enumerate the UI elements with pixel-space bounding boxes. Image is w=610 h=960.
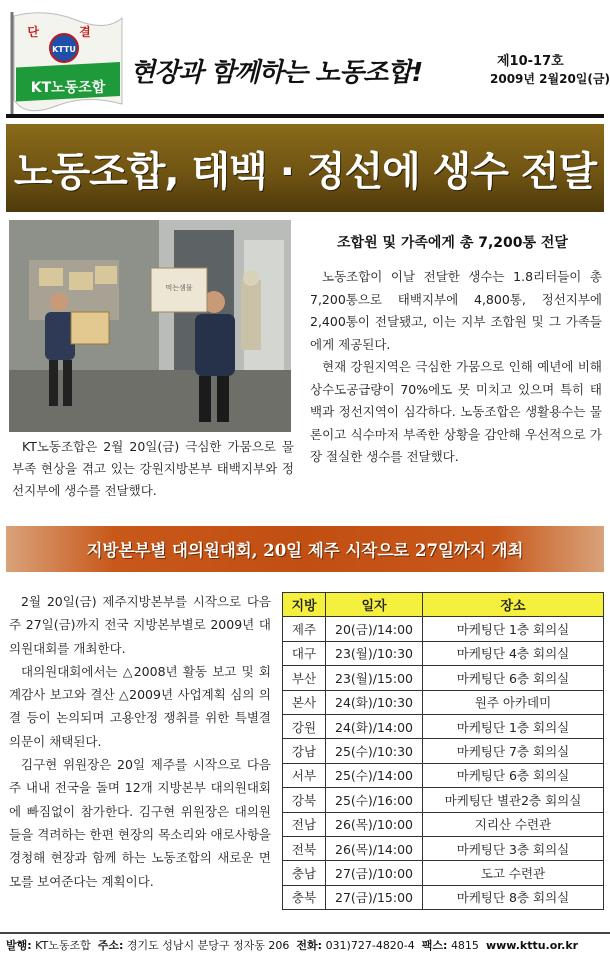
cell-region: 대구	[283, 641, 326, 665]
cell-region: 전남	[283, 812, 326, 836]
cell-date: 24(화)/10:30	[326, 690, 423, 714]
table-row	[283, 617, 604, 641]
headline-band	[6, 124, 604, 212]
table-row	[283, 885, 604, 909]
flag-badge-text: KTTU	[52, 45, 76, 54]
cell-venue: 마케팅단 8층 회의실	[423, 885, 604, 909]
table-row	[283, 812, 604, 836]
cell-venue: 마케팅단 4층 회의실	[423, 641, 604, 665]
cell-region: 본사	[283, 690, 326, 714]
cell-region: 부산	[283, 666, 326, 690]
footer-divider	[0, 932, 610, 934]
cell-region: 전북	[283, 836, 326, 860]
article-paragraph: 대의원대회에서는 △2008년 활동 보고 및 회계감사 보고와 결산 △2009년 사업계획 심의 의결 등이 논의되며 고용안정 쟁취를 위한 특별결의문이 채택된다.	[9, 663, 271, 749]
cell-region: 강남	[283, 739, 326, 763]
cell-date: 25(수)/14:00	[326, 763, 423, 787]
article-paragraph: 노동조합이 이날 전달한 생수는 1.8리터들이 총 7,200통으로 태백지부에 4,800통, 정선지부에 2,400통이 전달됐고, 이는 지부 조합원 및 그 가족들에게 제공된다.	[310, 269, 602, 352]
table-row	[283, 763, 604, 787]
cell-date: 23(월)/10:30	[326, 641, 423, 665]
cell-region: 충북	[283, 885, 326, 909]
article-convention-body	[9, 590, 271, 893]
cell-region: 서부	[283, 763, 326, 787]
kttu-flag-logo	[6, 8, 124, 118]
publisher-label: 발행:	[6, 939, 32, 952]
cell-region: 강북	[283, 788, 326, 812]
table-row	[283, 861, 604, 885]
phone: 031)727-4820-4	[325, 939, 415, 952]
issue-date: 2009년 2월20일(금)	[490, 72, 610, 86]
table-header-row	[283, 593, 604, 617]
box-label: 먹는샘물	[165, 284, 193, 292]
article-subhead: 조합원 및 가족에게 총 7,200통 전달	[337, 235, 568, 251]
cell-venue: 마케팅단 6층 회의실	[423, 666, 604, 690]
table-row	[283, 666, 604, 690]
table-row	[283, 788, 604, 812]
table-row	[283, 836, 604, 860]
cell-date: 25(수)/16:00	[326, 788, 423, 812]
article-paragraph: 현재 강원지역은 극심한 가뭄으로 인해 예년에 비해 상수도공급량이 70%에도 못 미치고 있으며 특히 태백과 정선지역이 심각하다. 노동조합은 생활용수는 물론이고 식수마저 부족한 상황을 감안해 우선적으로 가장 절실한 생수를 전달했다.	[310, 359, 602, 464]
cell-region: 제주	[283, 617, 326, 641]
header-date: 일자	[326, 593, 423, 617]
flag-bottom-text: KT노동조합	[30, 80, 106, 96]
cell-date: 27(금)/15:00	[326, 885, 423, 909]
article-water-body	[310, 266, 602, 469]
article-paragraph: 김구현 위원장은 20일 제주를 시작으로 다음주 내내 전국을 돌며 12개 지방본부 대의원대회에 빠짐없이 참가한다. 김구현 위원장은 대의원들을 격려하는 한편 현장의 목소리와 애로사항을 경청해 현장과 함께 하는 노동조합의 새로운 면모를 보여준다는 계획이다.	[9, 757, 271, 889]
address: 경기도 성남시 분당구 정자동 206	[126, 939, 290, 952]
cell-venue: 마케팅단 1층 회의실	[423, 617, 604, 641]
table-row	[283, 739, 604, 763]
cell-date: 20(금)/14:00	[326, 617, 423, 641]
publisher: KT노동조합	[35, 939, 91, 952]
header-venue: 장소	[423, 593, 604, 617]
main-headline: 노동조합, 태백 · 정선에 생수 전달	[13, 148, 597, 195]
website-link[interactable]: www.kttu.or.kr	[485, 939, 579, 952]
fax-label: 팩스:	[421, 939, 448, 952]
cell-date: 27(금)/10:00	[326, 861, 423, 885]
article-paragraph: 2월 20일(금) 제주지방본부를 시작으로 다음주 27일(금)까지 전국 지방본부별로 2009년 대의원대회를 개최한다.	[9, 594, 271, 656]
footer	[6, 937, 578, 953]
masthead-slogan: 현장과 함께하는 노동조합!	[130, 58, 423, 88]
cell-date: 25(수)/10:30	[326, 739, 423, 763]
cell-venue: 지리산 수련관	[423, 812, 604, 836]
address-label: 주소:	[97, 939, 124, 952]
schedule-table	[282, 592, 604, 910]
table-row	[283, 714, 604, 738]
table-row	[283, 641, 604, 665]
cell-date: 26(목)/14:00	[326, 836, 423, 860]
cell-venue: 마케팅단 7층 회의실	[423, 739, 604, 763]
issue-number: 제10-17호	[497, 54, 564, 69]
cell-venue: 마케팅단 3층 회의실	[423, 836, 604, 860]
cell-region: 충남	[283, 861, 326, 885]
cell-venue: 도고 수련관	[423, 861, 604, 885]
photo-caption: KT노동조합은 2월 20일(금) 극심한 가뭄으로 물부족 현상을 겪고 있는 강원지방본부 태백지부와 정선지부에 생수를 전달했다.	[12, 439, 294, 498]
cell-date: 26(목)/10:00	[326, 812, 423, 836]
section-title-band	[6, 526, 604, 572]
flag-top-text: 단 결	[27, 25, 109, 39]
header-divider	[6, 114, 604, 118]
fax: 4815	[450, 939, 479, 952]
cell-date: 24(화)/14:00	[326, 714, 423, 738]
news-photo	[9, 220, 291, 432]
cell-region: 강원	[283, 714, 326, 738]
cell-venue: 원주 아카데미	[423, 690, 604, 714]
phone-label: 전화:	[296, 939, 323, 952]
cell-venue: 마케팅단 6층 회의실	[423, 763, 604, 787]
section-title: 지방본부별 대의원대회, 20일 제주 시작으로 27일까지 개최	[86, 541, 524, 560]
table-row	[283, 690, 604, 714]
cell-venue: 마케팅단 별관2층 회의실	[423, 788, 604, 812]
photo-illustration	[9, 220, 291, 432]
header-region: 지방	[283, 593, 326, 617]
cell-date: 23(월)/15:00	[326, 666, 423, 690]
cell-venue: 마케팅단 1층 회의실	[423, 714, 604, 738]
